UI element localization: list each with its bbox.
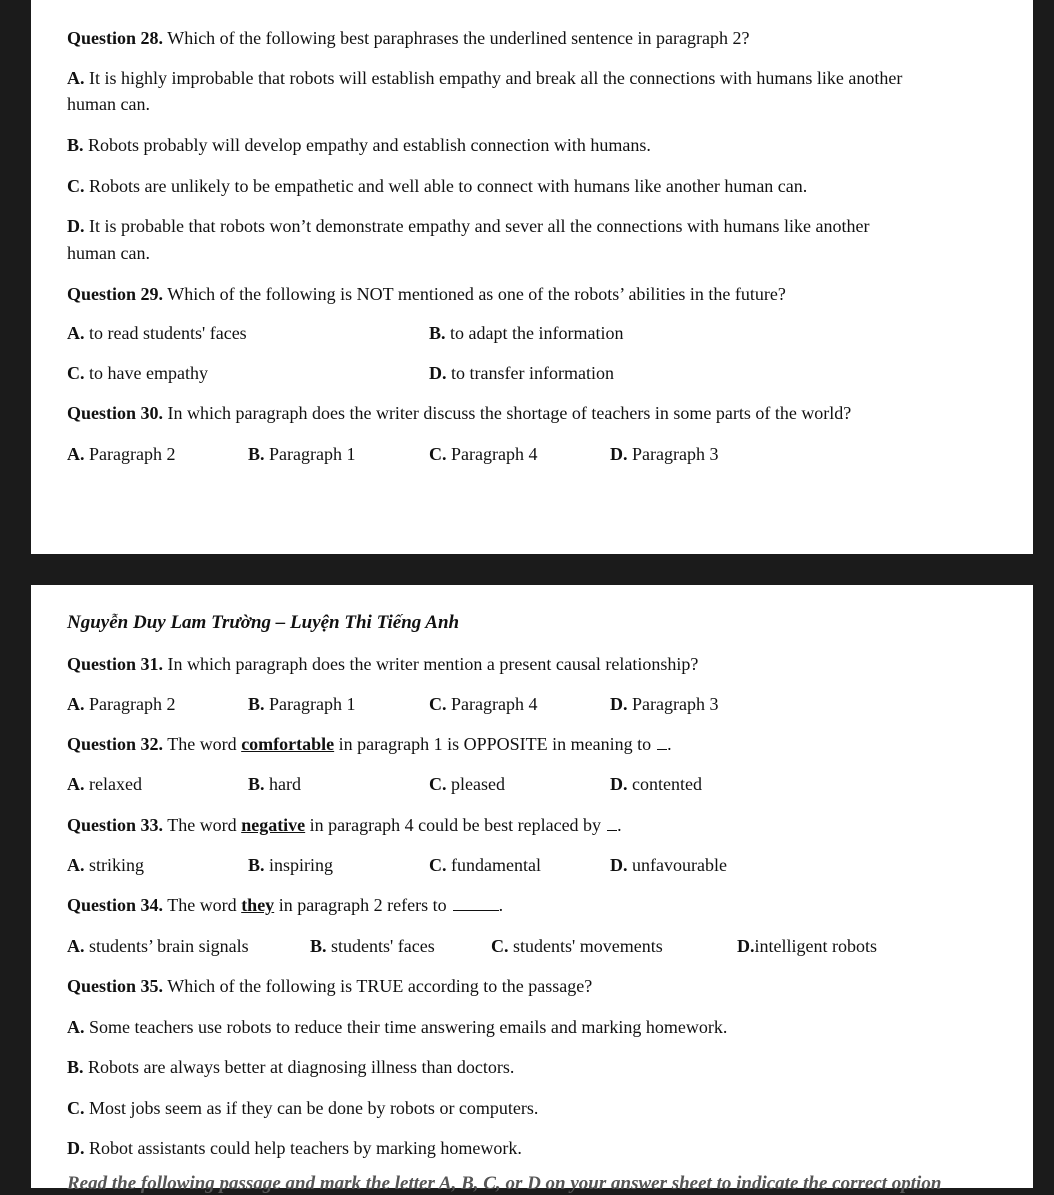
q35-label: Question 35. [67,976,164,996]
q33-stem: Question 33. The word negative in paragraph 4 could be best replaced by . [67,815,622,835]
q33-option-a: A. striking [67,855,145,875]
q35-option-a: A. Some teachers use robots to reduce their time answering emails and marking homework. [67,1017,728,1037]
q31-option-a: A. Paragraph 2 [67,694,176,714]
q28-b-text: Robots probably will develop empathy and establish connection with humans. [88,135,651,155]
q31-option-b: B. Paragraph 1 [248,694,356,714]
q34-stem: Question 34. The word they in paragraph 2 refers to . [67,895,504,915]
q28-c-text: Robots are unlikely to be empathetic and well able to connect with humans like another human can. [89,176,808,196]
q34-option-b: B. students' faces [310,936,435,956]
q35-option-c: C. Most jobs seem as if they can be done by robots or computers. [67,1098,539,1118]
q32-underlined-word: comfortable [241,734,335,754]
q28-option-c [67,173,807,199]
q29-option-c: C. to have empathy [67,363,208,383]
q31-option-c: C. Paragraph 4 [429,694,538,714]
q32-blank [657,735,667,750]
q31-label: Question 31. [67,654,164,674]
q34-option-a: A. students’ brain signals [67,936,249,956]
q28-option-a-cont: human can. [67,94,150,114]
q31-option-d: D. Paragraph 3 [610,694,719,714]
q28-label: Question 28. [67,28,164,48]
q28-d-text: It is probable that robots won’t demonstrate empathy and sever all the connections with humans like another [89,216,870,236]
q28-c-letter: C. [67,176,85,196]
q30-label: Question 30. [67,403,164,423]
q34-blank [453,896,499,911]
q33-option-c: C. fundamental [429,855,541,875]
q28-b-letter: B. [67,135,84,155]
q28-option-d-cont: human can. [67,243,150,263]
q28-a-text: It is highly improbable that robots will establish empathy and break all the connections with humans like another [89,68,903,88]
q30-option-d: D. Paragraph 3 [610,444,719,464]
q35-option-b: B. Robots are always better at diagnosing illness than doctors. [67,1057,515,1077]
q33-underlined-word: negative [241,815,306,835]
q32-option-d: D. contented [610,774,702,794]
q32-option-b: B. hard [248,774,301,794]
q29-option-d: D. to transfer information [429,363,614,383]
q33-blank [607,816,617,831]
q34-underlined-word: they [241,895,275,915]
q30-stem [67,400,851,426]
q28-option-b [67,132,651,158]
q34-option-d: D.intelligent robots [737,936,877,956]
q29-label: Question 29. [67,284,164,304]
q29-stem [67,281,786,307]
q33-label: Question 33. [67,815,164,835]
q35-option-d: D. Robot assistants could help teachers by marking homework. [67,1138,522,1158]
q28-option-a [67,65,902,91]
q32-option-c: C. pleased [429,774,505,794]
q35-text: Which of the following is TRUE according to the passage? [167,976,593,996]
q28-option-d [67,213,869,239]
q35-stem [67,973,592,999]
q28-a-letter: A. [67,68,85,88]
q28-d-letter: D. [67,216,85,236]
q29-option-b: B. to adapt the information [429,323,624,343]
q30-option-a: A. Paragraph 2 [67,444,176,464]
q30-option-b: B. Paragraph 1 [248,444,356,464]
q29-option-a: A. to read students' faces [67,323,247,343]
q34-option-c: C. students' movements [491,936,663,956]
q34-label: Question 34. [67,895,164,915]
q31-text: In which paragraph does the writer mention a present causal relationship? [167,654,699,674]
page-top [31,0,1033,554]
q32-label: Question 32. [67,734,164,754]
q28-stem [67,25,750,51]
q32-option-a: A. relaxed [67,774,142,794]
q32-stem: Question 32. The word comfortable in paragraph 1 is OPPOSITE in meaning to . [67,734,672,754]
page-bottom [31,585,1033,1194]
cut-off-instruction: Read the following passage and mark the letter A, B, C, or D on your answer sheet to indicate the correct option [67,1173,942,1194]
q30-option-c: C. Paragraph 4 [429,444,538,464]
q29-text: Which of the following is NOT mentioned as one of the robots’ abilities in the future? [167,284,786,304]
page-header: Nguyễn Duy Lam Trường – Luyện Thi Tiếng Anh [67,612,460,633]
q31-stem [67,651,698,677]
q28-text: Which of the following best paraphrases the underlined sentence in paragraph 2? [167,28,750,48]
q33-option-b: B. inspiring [248,855,334,875]
q30-text: In which paragraph does the writer discuss the shortage of teachers in some parts of the world? [167,403,852,423]
q33-option-d: D. unfavourable [610,855,727,875]
